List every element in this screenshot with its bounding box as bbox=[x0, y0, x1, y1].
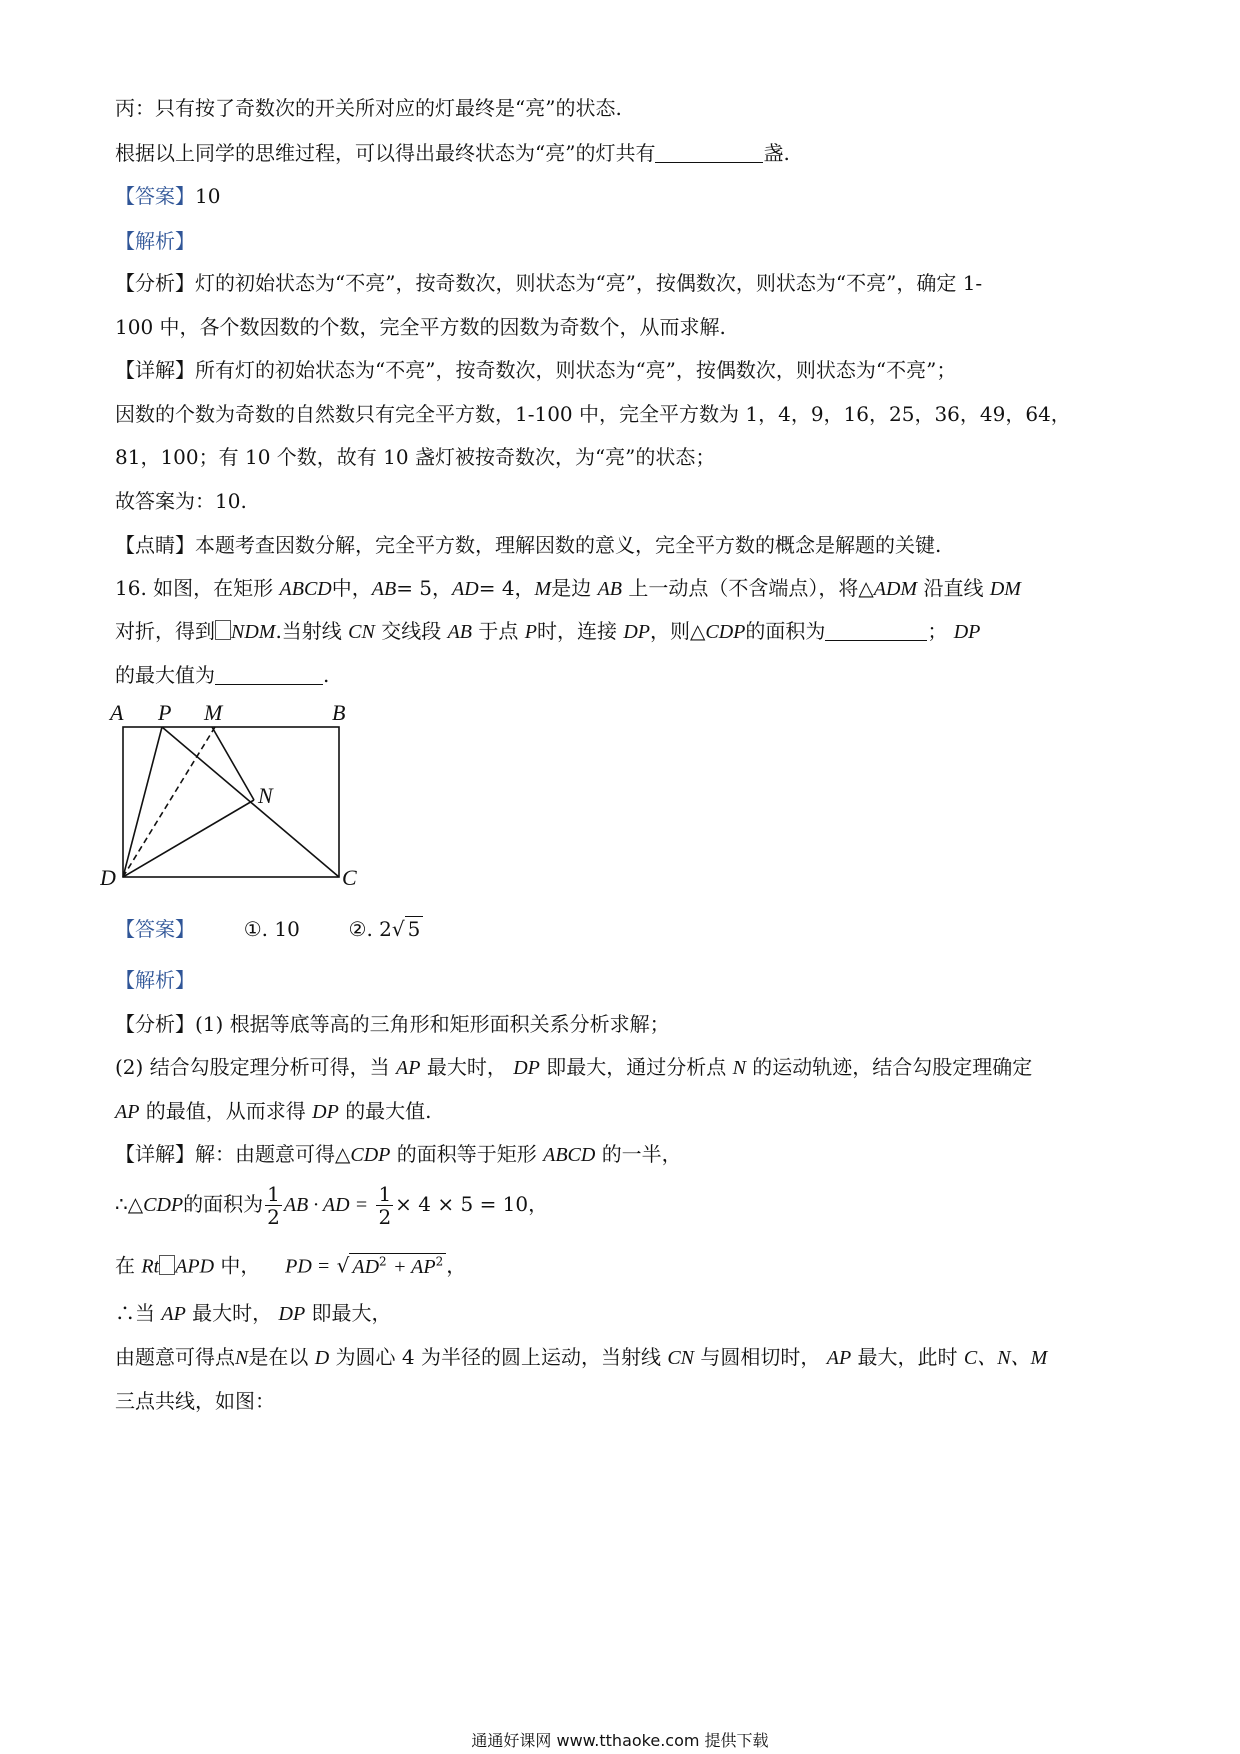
area-blank bbox=[825, 620, 927, 641]
xiangjie2-line-3: 在 Rt APD 中， PD = √ $AD^2 + AP^2$ ， bbox=[115, 1248, 466, 1280]
label-b: B bbox=[332, 700, 346, 725]
fraction-half-1: $\frac{1}{2}$ bbox=[267, 1182, 280, 1229]
line-conclusion: 根据以上同学的思维过程，可以得出最终状态为“亮”的灯共有 盏. bbox=[115, 141, 790, 165]
q16-line-2: 对折，得到 NDM.当射线 CN 交线段 AB 于点 P时，连接 DP，则△CDP的面积为 ； DP bbox=[115, 619, 981, 643]
xiangjie-line-1: 【详解】所有灯的初始状态为“不亮”，按奇数次，则状态为“亮”，按偶数次，则状态为“不亮”； bbox=[115, 358, 957, 382]
sqrt-five: √ 5 bbox=[392, 916, 423, 942]
answer-blank bbox=[655, 142, 763, 163]
sqrt-expression: √ $AD^2 + AP^2$ bbox=[337, 1248, 447, 1280]
fenxi2-line-1: 【分析】(1) 根据等底等高的三角形和矩形面积关系分析求解； bbox=[115, 1012, 670, 1036]
xiangjie-line-4: 故答案为：10. bbox=[115, 489, 247, 513]
xiangjie-line-3: 81，100；有 10 个数，故有 10 盏灯被按奇数次，为“亮”的状态； bbox=[115, 445, 716, 469]
answer-line-16: 【答案】 ①. 10 ②. 2√ 5 bbox=[115, 916, 423, 942]
answer-tag: 【答案】 bbox=[115, 184, 195, 208]
xiangjie2-line-6: 三点共线，如图： bbox=[115, 1389, 275, 1413]
xiangjie2-line-5: 由题意可得点N是在以 D 为圆心 4 为半径的圆上运动，当射线 CN 与圆相切时， AP 最大，此时 C、N、M bbox=[115, 1345, 1048, 1369]
answer-line-15: 【答案】10 bbox=[115, 184, 221, 208]
label-p: P bbox=[158, 700, 172, 725]
fenxi-line-2: 100 中，各个数因数的个数，完全平方数的因数为奇数个，从而求解. bbox=[115, 315, 726, 339]
fenxi2-line-3: AP 的最值，从而求得 DP 的最大值. bbox=[115, 1099, 432, 1123]
xiangjie2-line-1: 【详解】解：由题意可得△CDP 的面积等于矩形 ABCD 的一半， bbox=[115, 1142, 682, 1166]
page-footer: 通通好课网 www.tthaoke.com 提供下载 bbox=[471, 1731, 769, 1750]
max-blank bbox=[215, 664, 323, 685]
xiangjie2-line-4: ∴当 AP 最大时， DP 即最大， bbox=[115, 1301, 392, 1325]
label-c: C bbox=[342, 865, 357, 890]
line-bing: 丙：只有按了奇数次的开关所对应的灯最终是“亮”的状态. bbox=[115, 96, 622, 120]
fraction-half-2: $\frac{1}{2}$ bbox=[378, 1182, 392, 1229]
q16-line-1: 16. 如图，在矩形 ABCD中，AB= 5，AD= 4，M是边 AB 上一动点（不含端点），将△ADM 沿直线 DM bbox=[115, 576, 1021, 600]
fenxi-line-1: 【分析】灯的初始状态为“不亮”，按奇数次，则状态为“亮”，按偶数次，则状态为“不亮”，确定 1- bbox=[115, 271, 983, 295]
seg-dn bbox=[123, 800, 254, 877]
fenxi2-line-2: (2) 结合勾股定理分析可得，当 AP 最大时， DP 即最大，通过分析点 N 的运动轨迹，结合勾股定理确定 bbox=[115, 1055, 1033, 1079]
analysis-tag-15: 【解析】 bbox=[115, 229, 195, 253]
seg-dm bbox=[123, 727, 215, 877]
seg-mn bbox=[212, 727, 254, 800]
xiangjie2-line-2: ∴△CDP的面积为 $\frac{1}{2}$ AB · AD = $\frac{1}{2}$ × 4 × 5 = 10， bbox=[115, 1182, 549, 1229]
dianjing-line: 【点睛】本题考查因数分解，完全平方数，理解因数的意义，完全平方数的概念是解题的关键. bbox=[115, 533, 942, 557]
missing-glyph-2 bbox=[159, 1255, 175, 1275]
analysis-tag-16: 【解析】 bbox=[115, 968, 195, 992]
rectangle-figure bbox=[100, 695, 370, 895]
seg-dp bbox=[123, 727, 162, 877]
missing-glyph bbox=[215, 620, 231, 640]
label-d: D bbox=[100, 865, 116, 890]
label-m: M bbox=[204, 700, 223, 725]
q16-line-3: 的最大值为 . bbox=[115, 663, 330, 687]
xiangjie-line-2: 因数的个数为奇数的自然数只有完全平方数，1-100 中，完全平方数为 1，4，9，16，25，36，49，64， bbox=[115, 402, 1071, 426]
label-a: A bbox=[110, 700, 124, 725]
label-n: N bbox=[258, 783, 273, 808]
